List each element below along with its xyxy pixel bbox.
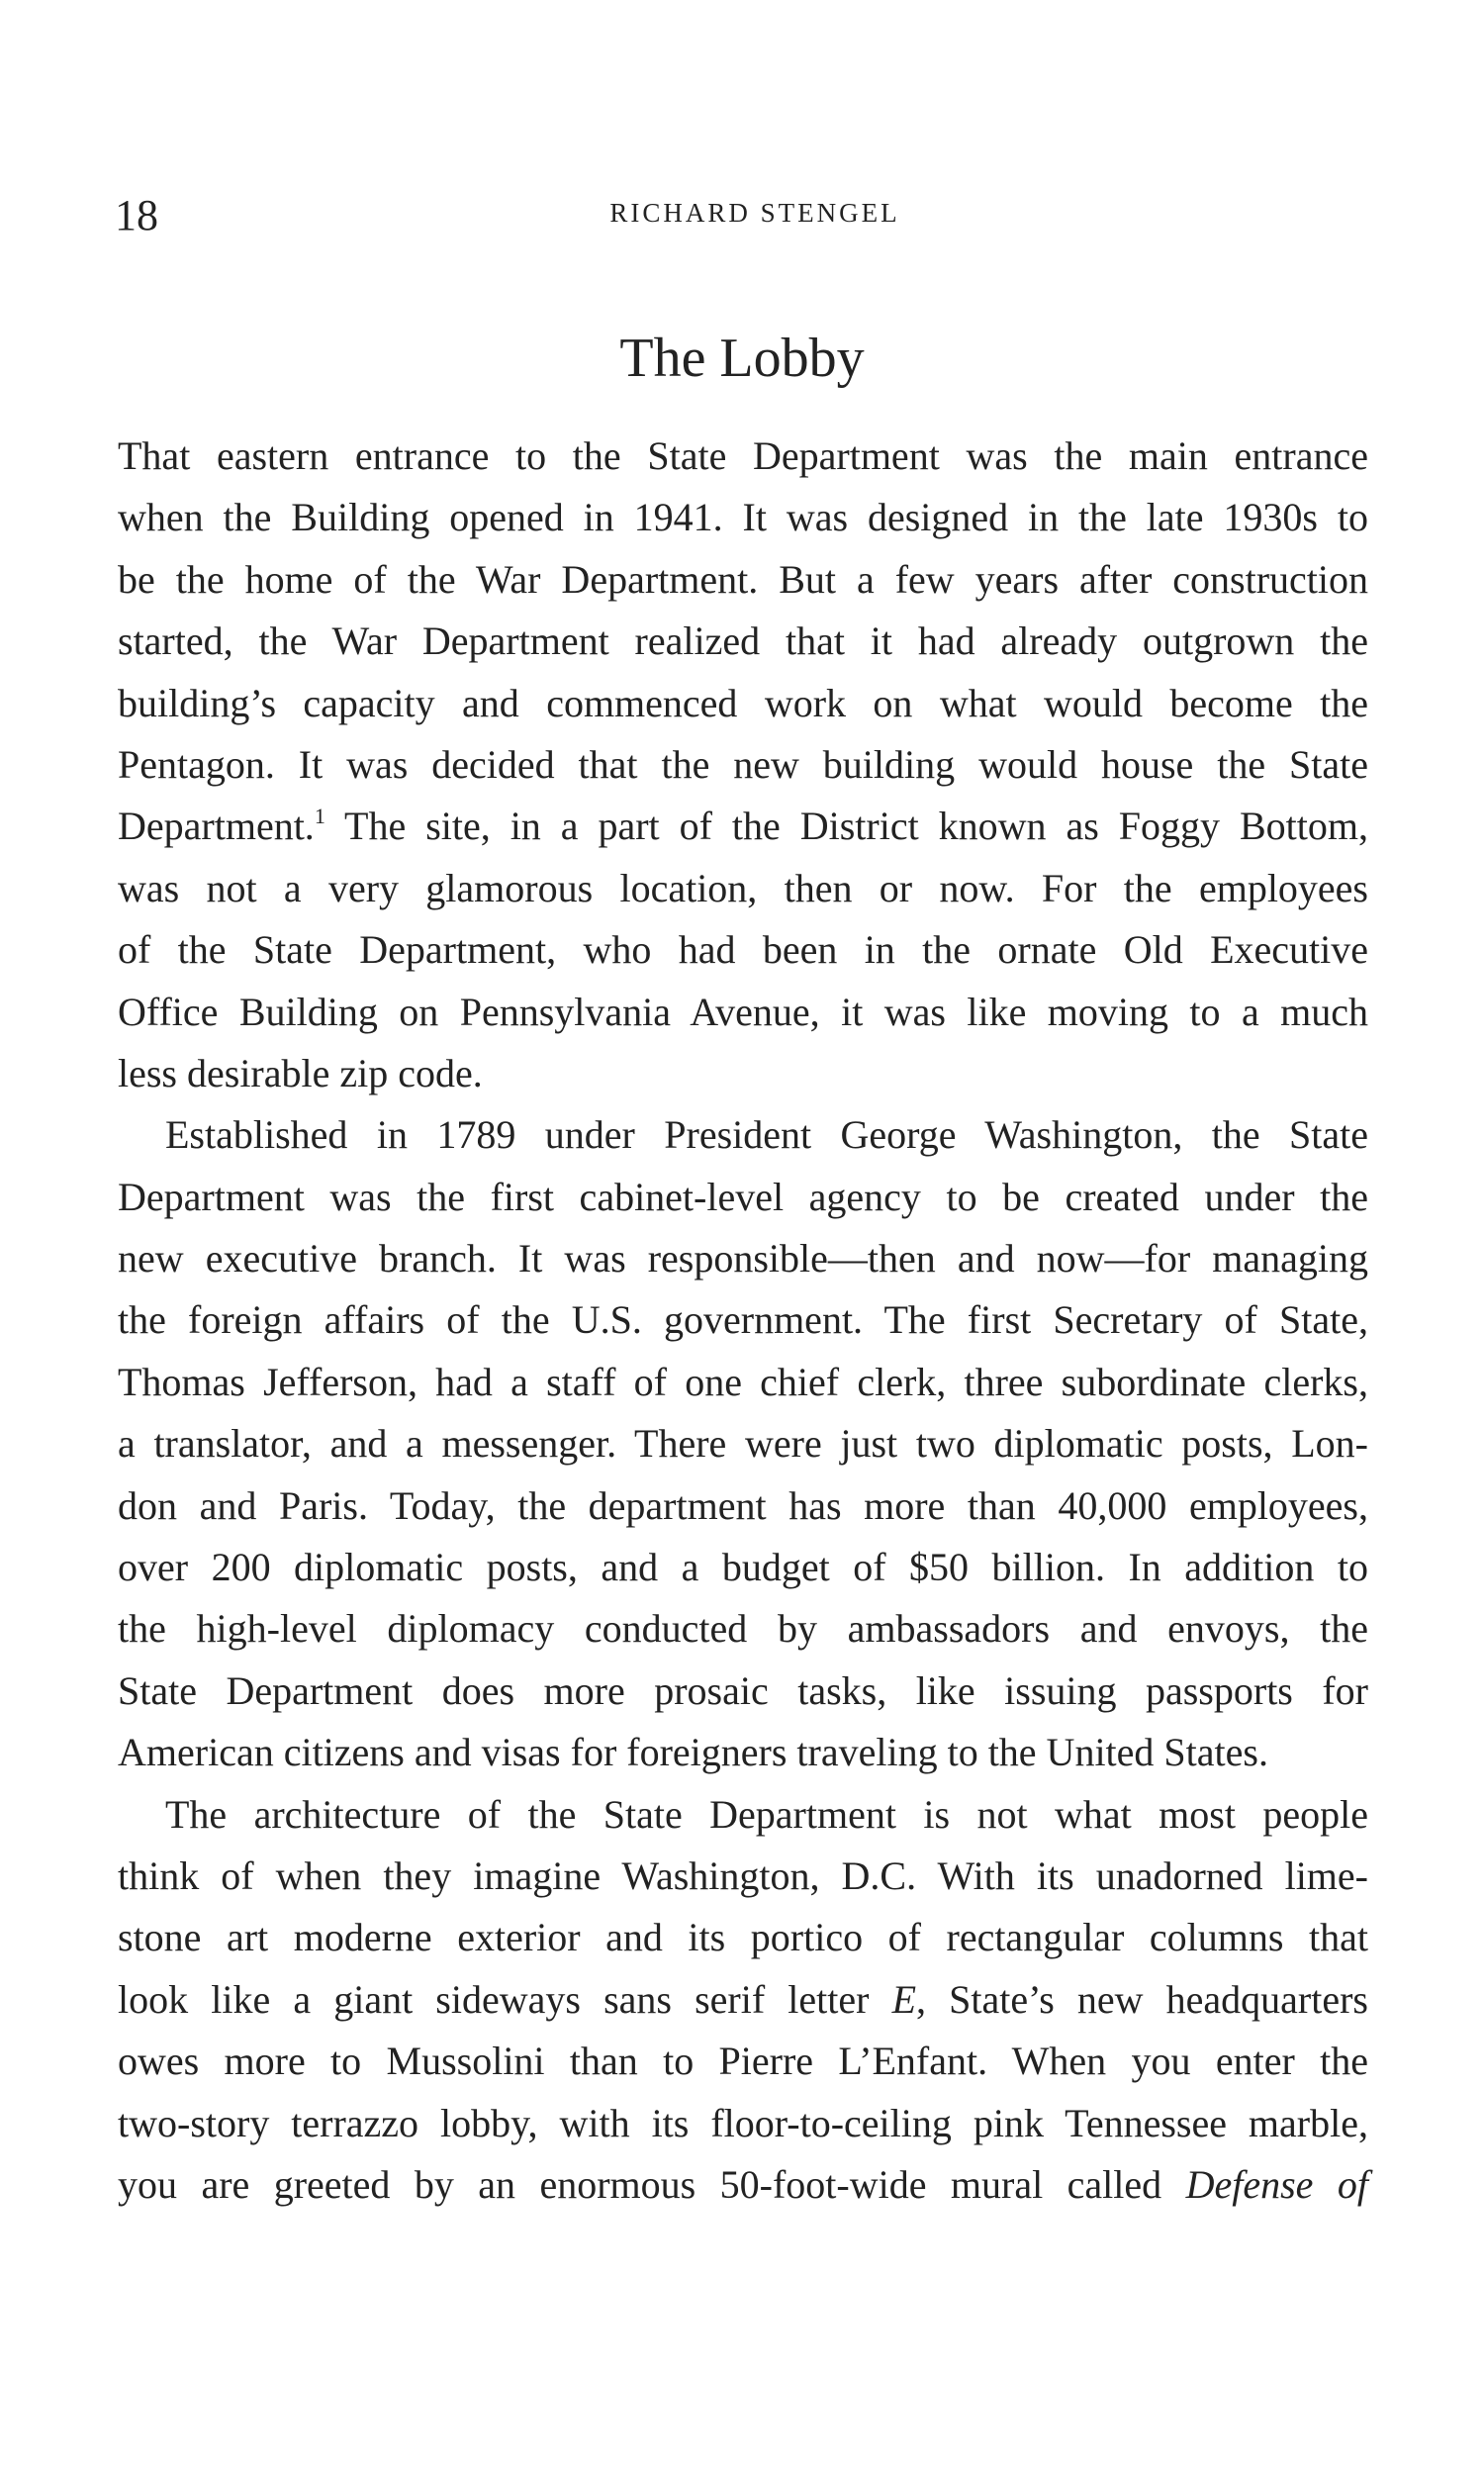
- text-span: be the home of the War Department. But a few years after construction: [118, 556, 1368, 602]
- text-line: [118, 919, 1368, 981]
- text-span: Department was the first cabinet-level agency to be created under the: [118, 1174, 1368, 1219]
- text-line: [118, 1413, 1368, 1474]
- text-line: [118, 549, 1368, 611]
- text-line: [118, 426, 1368, 487]
- text-line: [118, 1167, 1368, 1228]
- text-line: [118, 1043, 1368, 1104]
- text-line: [118, 1598, 1368, 1660]
- text-span: started, the War Department realized that it had already outgrown the: [118, 618, 1368, 664]
- text-span: the foreign affairs of the U.S. government. The first Secretary of State,: [118, 1297, 1368, 1343]
- text-line: [118, 1661, 1368, 1722]
- text-span: the high-level diplomacy conducted by ambassadors and envoys, the: [118, 1606, 1368, 1652]
- text-line: [118, 1289, 1368, 1351]
- section-title: The Lobby: [619, 328, 865, 389]
- italic-text: Defense of: [1185, 2161, 1368, 2207]
- text-span: don and Paris. Today, the department has more than 40,000 employees,: [118, 1482, 1368, 1528]
- body-text: [118, 426, 1368, 2216]
- text-line: [118, 1537, 1368, 1598]
- text-line: [118, 2154, 1368, 2216]
- text-span: owes more to Mussolini than to Pierre L’Enfant. When you enter the: [118, 2039, 1368, 2084]
- text-span: , State’s new headquarters: [916, 1976, 1368, 2022]
- text-line: [118, 1475, 1368, 1537]
- text-span: was not a very glamorous location, then or now. For the employees: [118, 865, 1368, 910]
- text-span: building’s capacity and commenced work on what would become the: [118, 680, 1368, 725]
- text-line: [118, 1352, 1368, 1413]
- text-span: over 200 diplomatic posts, and a budget of $50 billion. In addition to: [118, 1545, 1368, 1590]
- text-span: Pentagon. It was decided that the new building would house the State: [118, 741, 1368, 787]
- text-span: think of when they imagine Washington, D.C. With its unadorned lime-: [118, 1852, 1368, 1898]
- text-span: less desirable zip code.: [118, 1050, 483, 1095]
- text-span: Thomas Jefferson, had a staff of one chief clerk, three subordinate clerks,: [118, 1359, 1368, 1404]
- text-span: State Department does more prosaic tasks, like issuing passports for: [118, 1667, 1368, 1713]
- text-span: The architecture of the State Department is not what most people: [165, 1791, 1368, 1837]
- italic-text: E: [891, 1976, 916, 2022]
- text-line: [118, 1228, 1368, 1289]
- text-line: [118, 487, 1368, 548]
- text-span: a translator, and a messenger. There were just two diplomatic posts, Lon-: [118, 1421, 1368, 1467]
- text-line: [118, 2093, 1368, 2154]
- text-span: Department.: [118, 804, 315, 849]
- text-span: look like a giant sideways sans serif letter: [118, 1976, 892, 2022]
- text-span: of the State Department, who had been in the ornate Old Executive: [118, 927, 1368, 973]
- page-number: 18: [115, 191, 158, 239]
- text-line: [118, 796, 1368, 857]
- text-span: That eastern entrance to the State Department was the main entrance: [118, 433, 1368, 478]
- text-line: [118, 1907, 1368, 1968]
- text-span: Established in 1789 under President George Washington, the State: [165, 1112, 1368, 1158]
- text-line: [118, 734, 1368, 796]
- text-line: [118, 1784, 1368, 1846]
- text-line: [118, 858, 1368, 919]
- footnote-ref: 1: [314, 804, 325, 829]
- text-line: [118, 1846, 1368, 1907]
- text-line: [118, 982, 1368, 1043]
- text-line: [118, 2031, 1368, 2092]
- text-line: [118, 673, 1368, 734]
- running-head: RICHARD STENGEL: [609, 198, 900, 228]
- text-span: stone art moderne exterior and its portico of rectangular columns that: [118, 1915, 1368, 1960]
- text-span: Office Building on Pennsylvania Avenue, it was like moving to a much: [118, 989, 1368, 1034]
- text-span: new executive branch. It was responsible—then and now—for managing: [118, 1236, 1368, 1281]
- text-span: two-story terrazzo lobby, with its floor-to-ceiling pink Tennessee marble,: [118, 2100, 1368, 2145]
- text-line: [118, 1722, 1368, 1783]
- text-span: American citizens and visas for foreigners traveling to the United States.: [118, 1730, 1268, 1775]
- text-span: The site, in a part of the District known as Foggy Bottom,: [325, 804, 1368, 849]
- text-line: [118, 611, 1368, 672]
- text-line: [118, 1969, 1368, 2031]
- text-span: you are greeted by an enormous 50-foot-wide mural called: [118, 2161, 1186, 2207]
- text-span: when the Building opened in 1941. It was designed in the late 1930s to: [118, 495, 1368, 540]
- text-line: [118, 1104, 1368, 1166]
